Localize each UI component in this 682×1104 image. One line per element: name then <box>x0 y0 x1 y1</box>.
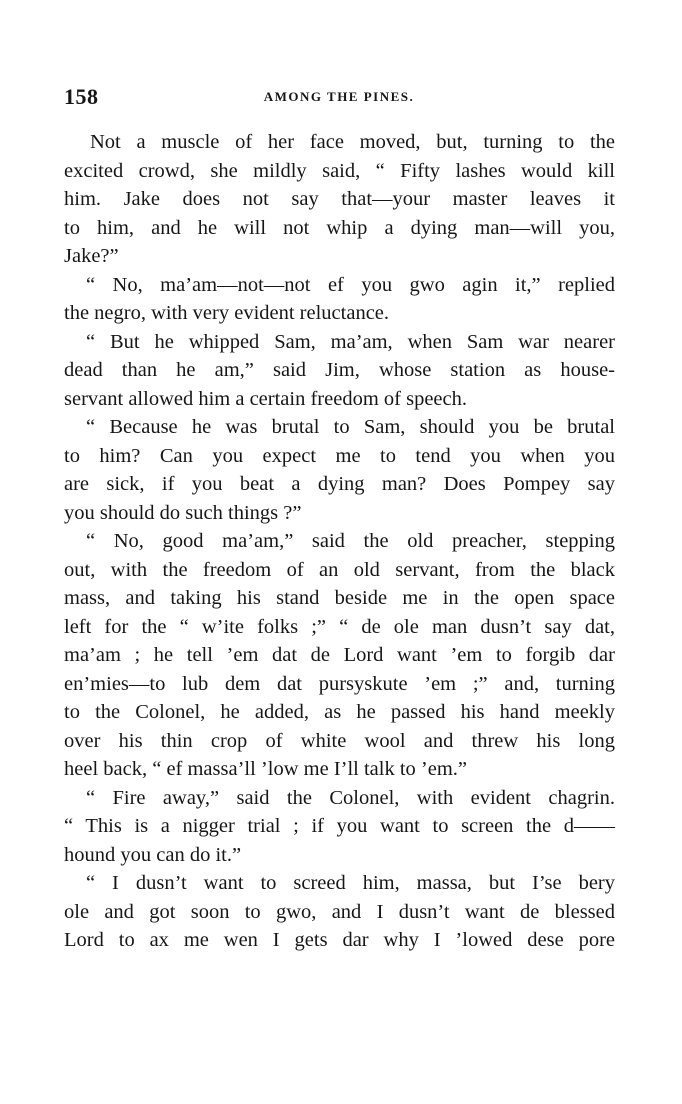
text-line: to him, and he will not whip a dying man—will you, <box>64 216 615 239</box>
text-line: hound you can do it.” <box>64 843 242 866</box>
page-number: 158 <box>64 84 99 109</box>
text-line: ole and got soon to gwo, and I dusn’t want de blessed <box>64 900 615 923</box>
text-line: him. Jake does not say that—your master leaves it <box>64 188 615 210</box>
text-line: Lord to ax me wen I gets dar why I ’lowed dese pore <box>64 929 615 951</box>
page-header <box>64 84 614 114</box>
running-head: AMONG THE PINES. <box>263 89 415 104</box>
text-line: out, with the freedom of an old servant, from the black <box>64 558 615 581</box>
text-line: “ No, good ma’am,” said the old preacher, stepping <box>86 530 615 552</box>
text-line: en’mies—to lub dem dat pursyskute ’em ;” and, turning <box>64 672 615 695</box>
text-line: to the Colonel, he added, as he passed his hand meekly <box>64 701 615 723</box>
text-line: “ This is a nigger trial ; if you want to screen the d—— <box>64 815 615 837</box>
text-line: “ Fire away,” said the Colonel, with evident chagrin. <box>86 786 615 809</box>
text-line: “ No, ma’am—not—not ef you gwo agin it,” replied <box>86 273 615 296</box>
text-line: ma’am ; he tell ’em dat de Lord want ’em to forgib dar <box>64 644 615 666</box>
text-line: “ But he whipped Sam, ma’am, when Sam war nearer <box>86 330 615 353</box>
text-line: you should do such things ?” <box>64 501 302 524</box>
text-line: over his thin crop of white wool and threw his long <box>64 729 615 752</box>
text-line: Not a muscle of her face moved, but, turning to the <box>90 131 615 153</box>
text-line: are sick, if you beat a dying man? Does Pompey say <box>64 473 615 495</box>
text-line: heel back, “ ef massa’ll ’low me I’ll talk to ’em.” <box>64 758 468 780</box>
text-line: mass, and taking his stand beside me in the open space <box>64 587 615 609</box>
text-line: the negro, with very evident reluctance. <box>64 302 390 324</box>
body-text <box>64 128 615 955</box>
text-line: servant allowed him a certain freedom of speech. <box>64 387 467 410</box>
text-line: “ Because he was brutal to Sam, should you be brutal <box>86 416 615 438</box>
text-line: excited crowd, she mildly said, “ Fifty lashes would kill <box>64 159 615 182</box>
text-line: left for the “ w’ite folks ;” “ de ole man dusn’t say dat, <box>64 615 615 638</box>
text-line: dead than he am,” said Jim, whose station as house- <box>64 359 615 381</box>
text-line: Jake?” <box>64 245 119 267</box>
text-line: to him? Can you expect me to tend you when you <box>64 444 615 467</box>
text-line: “ I dusn’t want to screed him, massa, but I’se bery <box>86 872 615 894</box>
